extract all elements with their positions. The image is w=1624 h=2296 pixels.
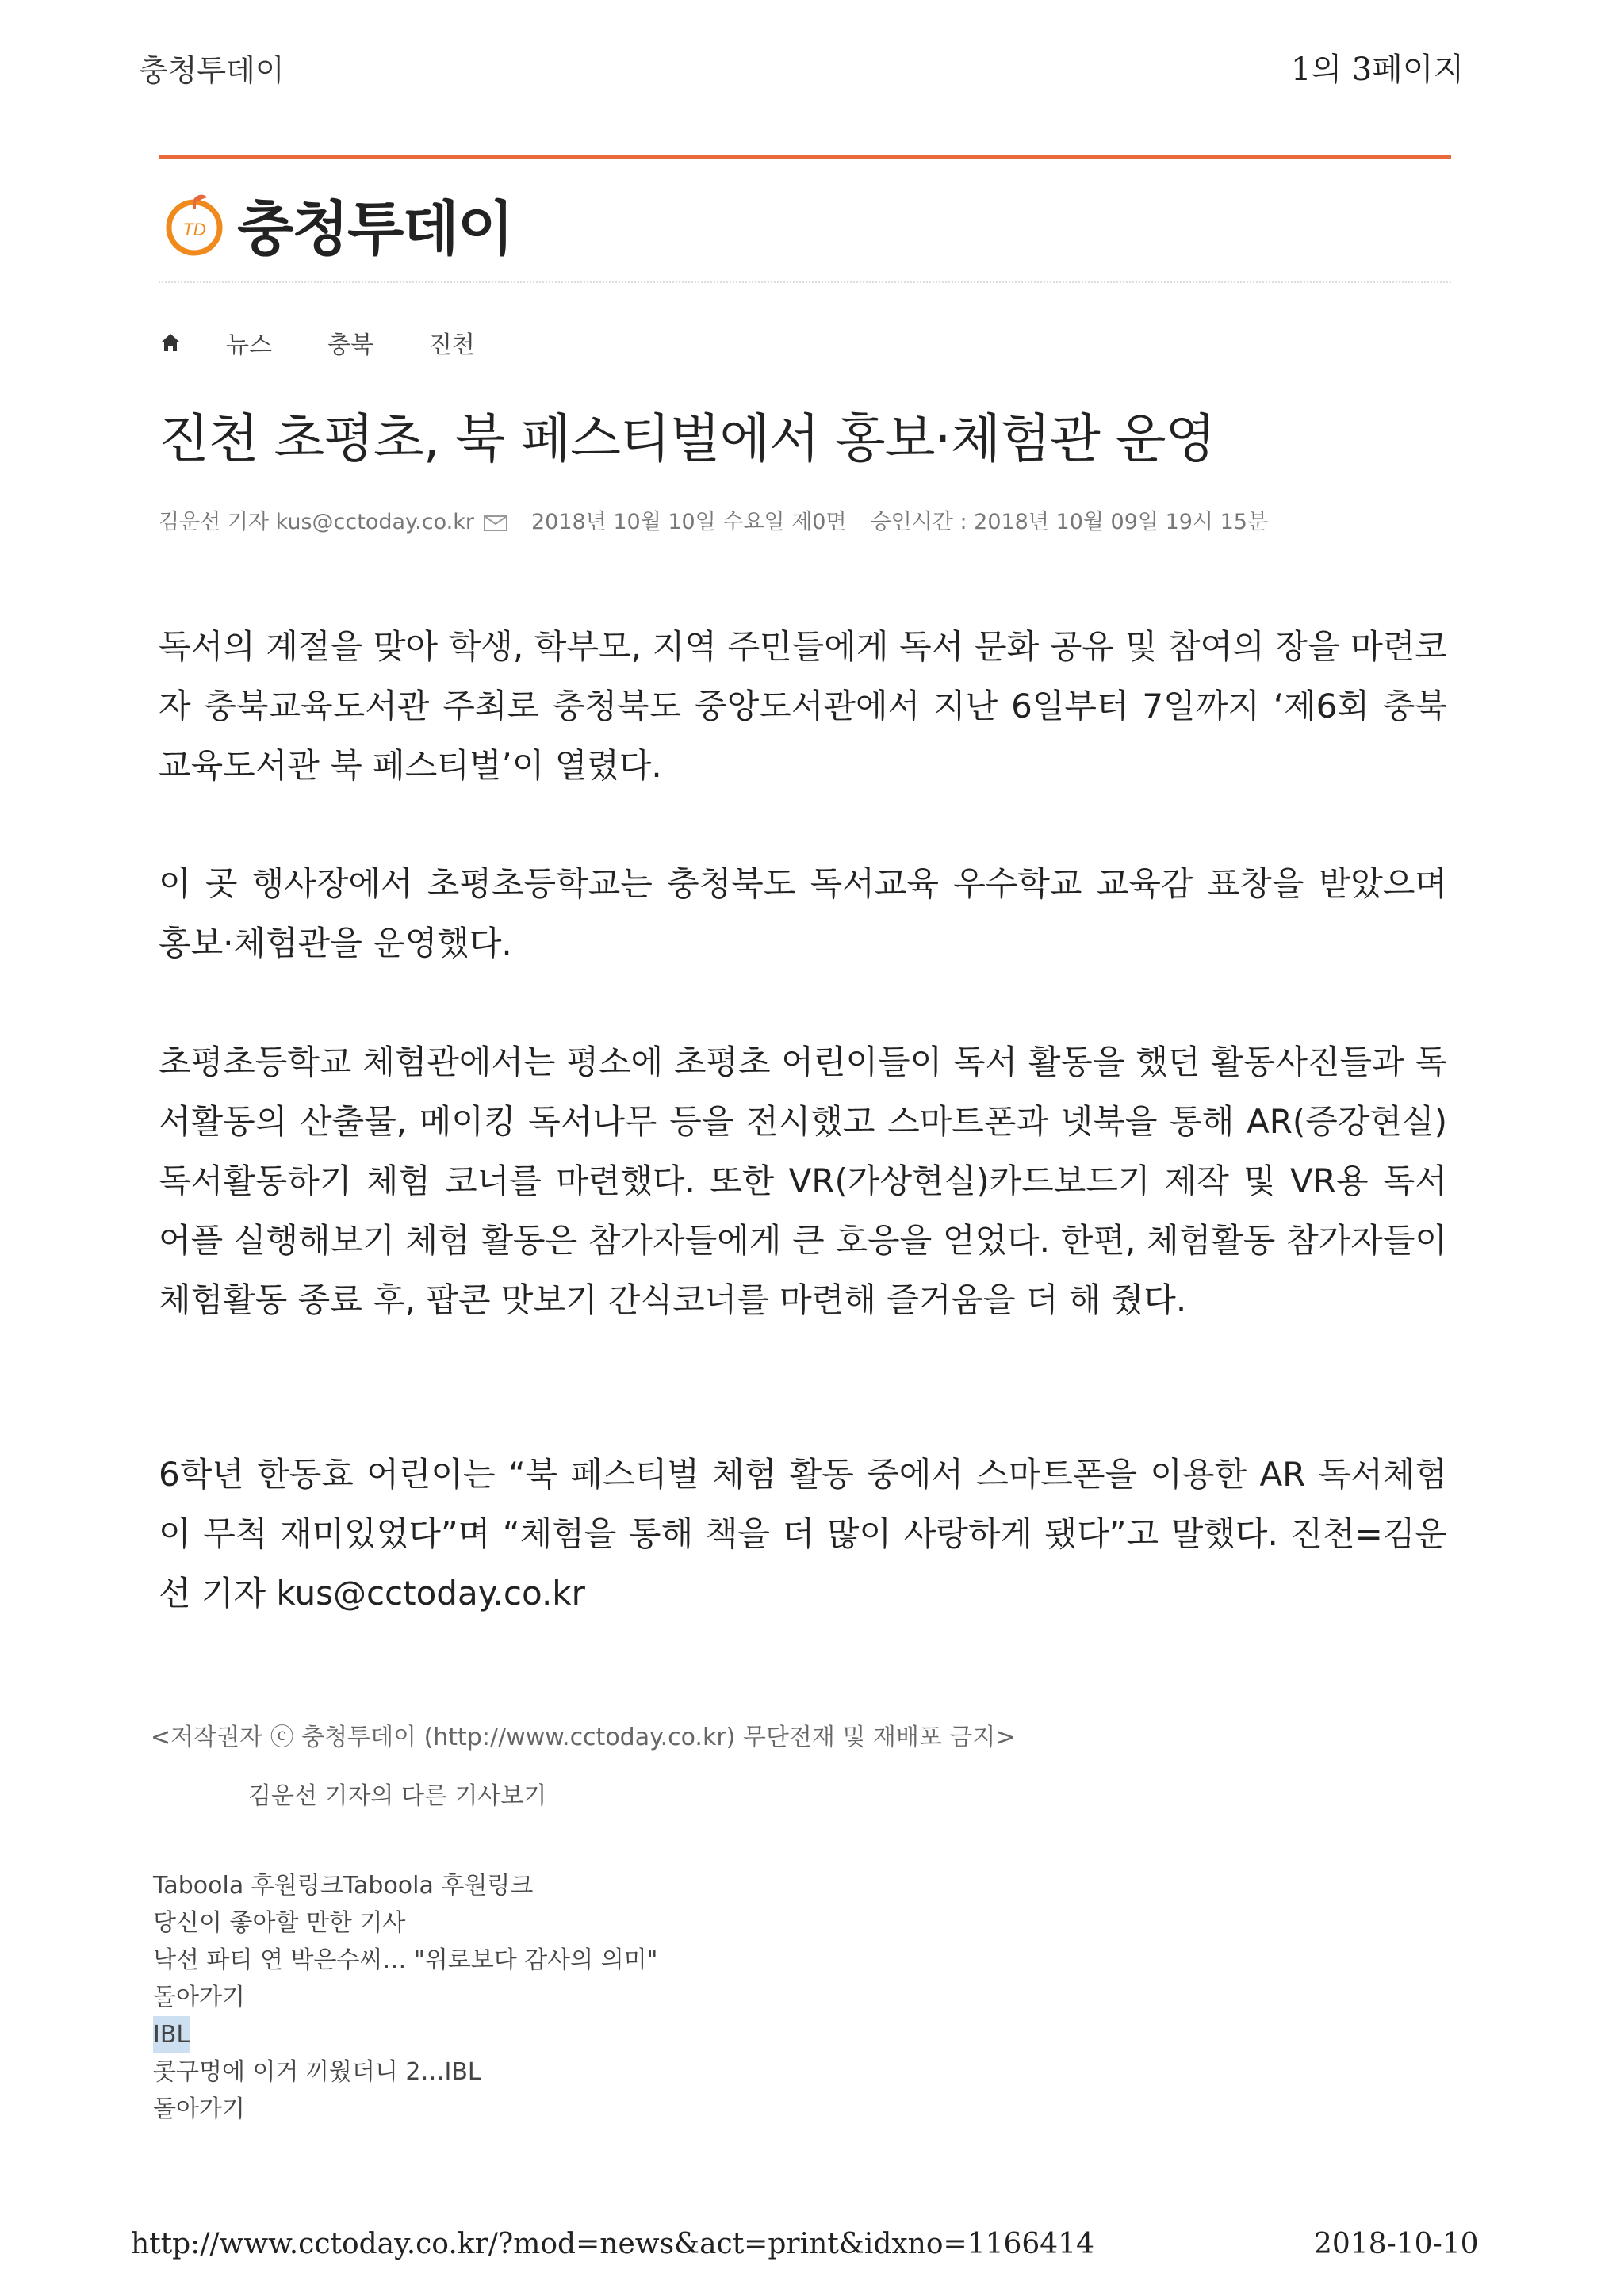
article-byline: [159, 504, 1292, 535]
print-header-page-indicator: 1의 3페이지: [1291, 52, 1465, 88]
taboola-source[interactable]: IBL: [153, 2016, 190, 2053]
breadcrumb-item-chungbuk[interactable]: 충북: [327, 331, 373, 359]
site-logo[interactable]: [163, 182, 512, 266]
article-paragraph-4: 6학년 한동효 어린이는 “북 페스티벌 체험 활동 중에서 스마트폰을 이용한 AR 독서체험이 무척 재미있었다”며 “체험을 통해 책을 더 많이 사랑하게 됐다”고 말했다. 진천=김운선 기자 kus@cctoday.co.kr: [159, 1455, 1447, 1613]
taboola-link[interactable]: 낙선 파티 연 박은수씨… "위로보다 감사의 의미": [153, 1946, 658, 1974]
sponsored-links: [153, 1867, 657, 2128]
breadcrumb-item-news[interactable]: 뉴스: [226, 331, 272, 359]
byline-author[interactable]: 김운선 기자 kus@cctoday.co.kr: [159, 510, 474, 534]
logo-divider: [159, 281, 1451, 283]
more-by-author-link[interactable]: 김운선 기자의 다른 기사보기: [248, 1782, 547, 1810]
taboola-subheader: 당신이 좋아할 만한 기사: [153, 1909, 406, 1937]
logo-mark-icon: [163, 191, 229, 258]
article-paragraph-3: 초평초등학교 체험관에서는 평소에 초평초 어린이들이 독서 활동을 했던 활동사진들과 독서활동의 산출물, 메이킹 독서나무 등을 전시했고 스마트폰과 넷북을 통해 AR(증강현실)독서활동하기 체험 코너를 마련했다. 또한 VR(가상현실)카드보드기 제작 및 VR용 독서 어플 실행해보기 체험 활동은 참가자들에게 큰 호응을 얻었다. 한편, 체험활동 참가자들이 체험활동 종료 후, 팝콘 맛보기 간식코너를 마련해 즐거움을 더 해 줬다.: [159, 1043, 1447, 1319]
byline-date: 2018년 10월 10일 수요일 제0면: [530, 510, 847, 534]
svg-text:TD: TD: [182, 220, 206, 239]
print-footer-date: 2018-10-10: [1314, 2228, 1479, 2260]
breadcrumb-item-jincheon[interactable]: 진천: [428, 331, 475, 359]
top-divider: [159, 155, 1451, 159]
back-link[interactable]: 돌아가기: [153, 1984, 245, 2011]
back-link[interactable]: 돌아가기: [153, 2095, 245, 2123]
mail-icon[interactable]: [484, 512, 508, 528]
print-footer-url: http://www.cctoday.co.kr/?mod=news&act=print&idxno=1166414: [131, 2228, 1095, 2260]
article-paragraph-1: 독서의 계절을 맞아 학생, 학부모, 지역 주민들에게 독서 문화 공유 및 참여의 장을 마련코자 충북교육도서관 주최로 충청북도 중앙도서관에서 지난 6일부터 7일까지 ‘제6회 충북교육도서관 북 페스티벌’이 열렸다.: [159, 627, 1447, 785]
copyright-notice: <저작권자 ⓒ 충청투데이 (http://www.cctoday.co.kr) 무단전재 및 재배포 금지>: [151, 1724, 1016, 1751]
article-headline: 진천 초평초, 북 페스티벌에서 홍보·체험관 운영: [159, 408, 1216, 469]
print-header-site: 충청투데이: [139, 53, 285, 88]
home-icon[interactable]: [159, 331, 182, 354]
breadcrumb: [159, 325, 530, 360]
logo-wordmark: 충청투데이: [237, 195, 513, 263]
taboola-header[interactable]: Taboola 후원링크Taboola 후원링크: [153, 1872, 534, 1900]
byline-approved-time: 승인시간 : 2018년 10월 09일 19시 15분: [870, 510, 1269, 534]
article-paragraph-2: 이 곳 행사장에서 초평초등학교는 충청북도 독서교육 우수학교 교육감 표창을 받았으며 홍보·체험관을 운영했다.: [159, 864, 1447, 962]
taboola-link[interactable]: 콧구멍에 이거 끼웠더니 2…IBL: [153, 2058, 481, 2086]
